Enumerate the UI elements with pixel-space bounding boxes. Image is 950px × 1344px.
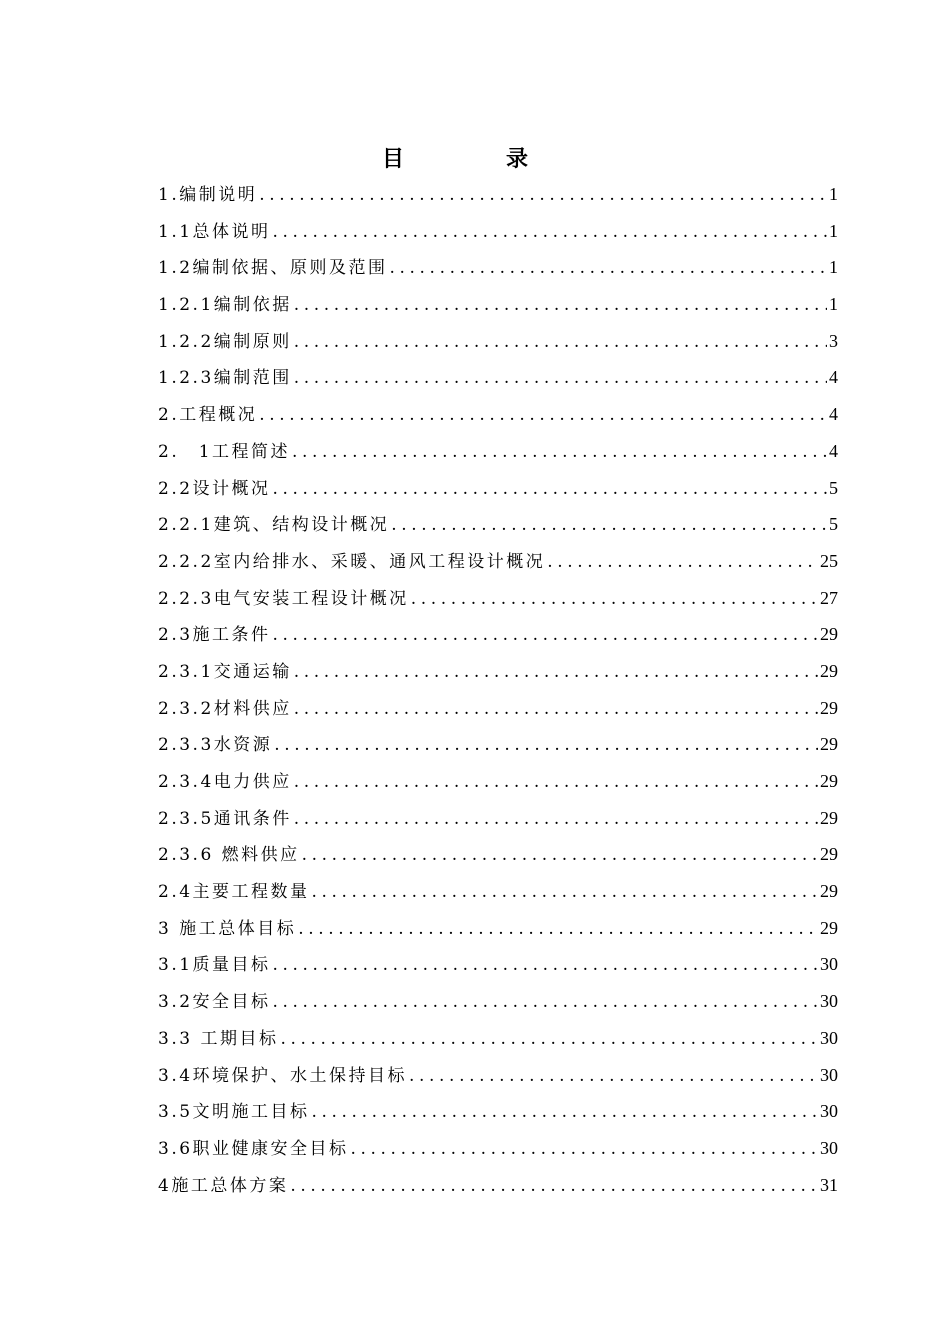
toc-entry[interactable] [158,836,838,873]
toc-dot-leader [411,581,818,618]
toc-dot-leader [280,1021,818,1058]
toc-entry[interactable] [158,213,838,250]
toc-entry-page-number: 25 [820,550,838,571]
toc-entry-label: 3.3 工期目标 [158,1028,279,1049]
toc-entry-label: 1.2.1编制依据 [158,295,292,316]
toc-entry[interactable] [158,580,838,617]
toc-entry[interactable] [158,690,838,727]
toc-dot-leader [259,397,827,434]
toc-entry[interactable] [158,359,838,396]
toc-entry[interactable] [158,1020,838,1057]
toc-entry-page-number: 27 [820,587,838,608]
toc-dot-leader [409,1058,818,1095]
toc-entry-page-number: 5 [829,477,838,498]
toc-entry[interactable] [158,1057,838,1094]
toc-dot-leader [290,1168,818,1205]
toc-title: 目 录 [381,146,568,172]
toc-dot-leader [273,214,827,251]
toc-dot-leader [292,434,827,471]
toc-entry-page-number: 5 [829,514,838,535]
toc-entry-page-number: 3 [829,330,838,351]
toc-entry-page-number: 30 [820,991,838,1012]
toc-entry[interactable] [158,763,838,800]
toc-entry[interactable] [158,470,838,507]
toc-entry[interactable] [158,873,838,910]
toc-dot-leader [259,177,827,214]
toc-dot-leader [273,471,827,508]
toc-entry-page-number: 4 [829,404,838,425]
toc-entry-label: 2.3.2材料供应 [158,698,292,719]
toc-entry-label: 2.2.2室内给排水、采暖、通风工程设计概况 [158,551,546,572]
toc-entry-page-number: 29 [820,881,838,902]
toc-dot-leader [312,1094,818,1131]
toc-entry-label: 2.3.6 燃料供应 [158,845,300,866]
toc-entry[interactable] [158,176,838,213]
toc-entry-page-number: 30 [820,1027,838,1048]
toc-entry[interactable] [158,1130,838,1167]
toc-dot-leader [294,287,827,324]
toc-entry-page-number: 29 [820,624,838,645]
toc-entry[interactable] [158,1093,838,1130]
toc-dot-leader [273,617,818,654]
toc-entry-label: 2.2设计概况 [158,478,271,499]
toc-dot-leader [298,911,818,948]
toc-entry-page-number: 29 [820,697,838,718]
toc-entry-page-number: 1 [829,184,838,204]
toc-entry-label: 2.工程概况 [158,405,258,426]
toc-dot-leader [294,360,827,397]
toc-dot-leader [273,947,818,984]
toc-entry-label: 3 施工总体目标 [158,918,297,939]
toc-entry-label: 2.3.1交通运输 [158,661,292,682]
toc-entry-label: 2.2.1建筑、结构设计概况 [158,515,390,536]
toc-entry-label: 1.2编制依据、原则及范围 [158,258,388,279]
toc-dot-leader [302,837,818,874]
toc-entry-page-number: 1 [829,220,838,241]
toc-dot-leader [294,654,818,691]
toc-entry[interactable] [158,249,838,286]
toc-entry-label: 1.编制说明 [158,185,258,205]
toc-entry[interactable] [158,323,838,360]
toc-entry-label: 2.2.3电气安装工程设计概况 [158,588,409,609]
toc-entry-page-number: 29 [820,771,838,791]
toc-entry[interactable] [158,726,838,763]
toc-entry[interactable] [158,653,838,690]
toc-entry-label: 3.4环境保护、水土保持目标 [158,1065,408,1086]
toc-entry-label: 4施工总体方案 [158,1175,289,1196]
toc-entry[interactable] [158,946,838,983]
toc-entry[interactable] [158,983,838,1020]
toc-dot-leader [294,764,818,801]
toc-entry[interactable] [158,286,838,323]
toc-entry-page-number: 29 [820,807,838,828]
toc-entry-page-number: 30 [820,954,838,975]
toc-dot-leader [274,727,818,764]
toc-dot-leader [391,507,827,544]
toc-entry-page-number: 30 [820,1064,838,1085]
toc-entry[interactable] [158,616,838,653]
toc-entry[interactable] [158,800,838,837]
toc-entry-label: 2.3.3水资源 [158,735,273,756]
toc-dot-leader [312,874,818,911]
toc-entry-label: 2.3施工条件 [158,625,271,646]
toc-entry-label: 2.4主要工程数量 [158,882,310,903]
toc-entry-page-number: 29 [820,917,838,938]
toc-entry-page-number: 29 [820,660,838,681]
toc-entry-page-number: 4 [829,440,838,461]
toc-entry-label: 3.5文明施工目标 [158,1102,310,1123]
toc-dot-leader [294,801,818,838]
toc-entry-page-number: 4 [829,367,838,388]
toc-dot-leader [294,324,827,361]
toc-entry-page-number: 1 [829,257,838,278]
toc-entry-label: 3.2安全目标 [158,992,271,1013]
toc-dot-leader [294,691,818,728]
toc-dot-leader [273,984,818,1021]
toc-entry[interactable] [158,396,838,433]
toc-dot-leader [351,1131,818,1168]
toc-entry-label: 1.2.2编制原则 [158,331,292,352]
toc-entry-page-number: 29 [820,844,838,865]
toc-entry-page-number: 29 [820,734,838,755]
toc-entry-page-number: 31 [820,1174,838,1195]
toc-dot-leader [547,544,818,581]
toc-entry[interactable] [158,910,838,947]
toc-entry[interactable] [158,433,838,470]
toc-entry-label: 2. 1工程简述 [158,441,291,462]
toc-entry[interactable] [158,1167,838,1204]
toc-entry-label: 3.1质量目标 [158,955,271,976]
toc-entry[interactable] [158,543,838,580]
toc-entry-page-number: 1 [829,294,838,315]
toc-entry-label: 1.2.3编制范围 [158,368,292,389]
toc-entry-page-number: 30 [820,1101,838,1122]
toc-dot-leader [390,250,827,287]
toc-entry[interactable] [158,506,838,543]
toc-entry-label: 2.3.5通讯条件 [158,808,292,829]
toc-entry-label: 1.1总体说明 [158,221,271,242]
toc-list [158,176,838,1203]
toc-entry-label: 2.3.4电力供应 [158,772,292,792]
toc-entry-label: 3.6职业健康安全目标 [158,1138,349,1159]
toc-entry-page-number: 30 [820,1137,838,1158]
